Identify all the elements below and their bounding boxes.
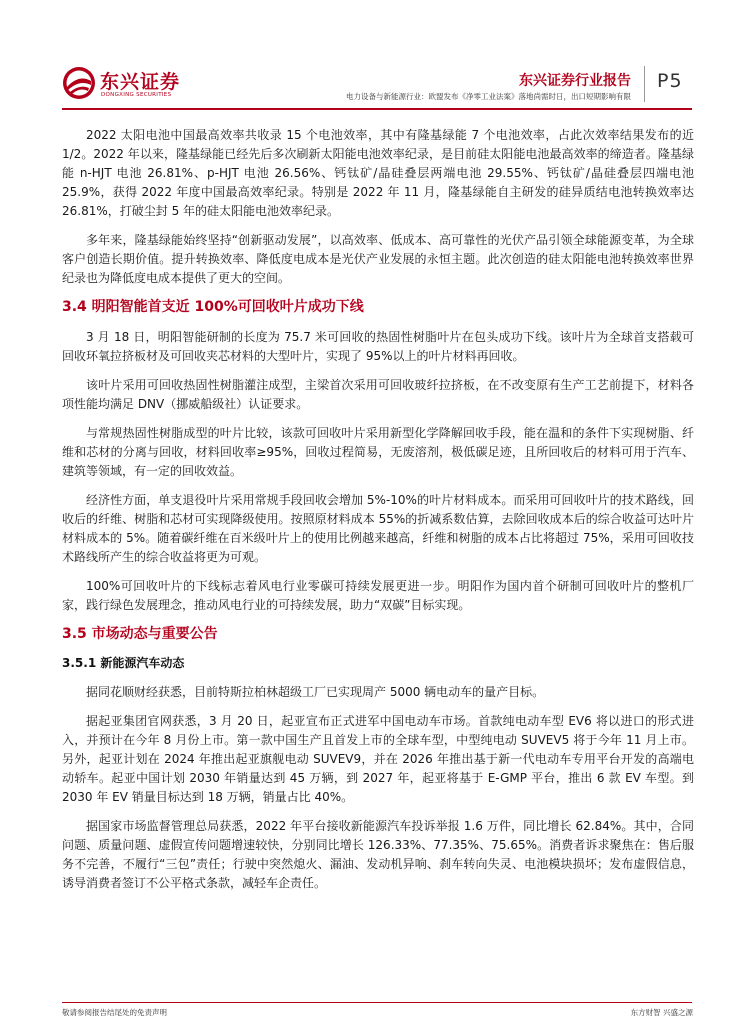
company-logo [62, 64, 192, 104]
paragraph-blade-economics: 经济性方面，单支退役叶片采用常规手段回收会增加 5%-10%的叶片材料成本。而采用可回收叶片的技术路线，回收后的纤维、树脂和芯材可实现降级使用。按照原材料成本 55%的折减系数估算，去除回收成本后的综合收益可达叶片材料成本的 5%。随着碳纤维在百米级叶片上的使用比例越来越高，纤维和树脂的成本占比将超过 75%，采用可回收技术路线所产生的综合收益将更为可观。 [62, 493, 694, 564]
header-rule [62, 108, 692, 110]
footer-rule [62, 1002, 692, 1003]
subsection-heading-3-5-1: 3.5.1 新能源汽车动态 [62, 656, 185, 670]
footer-disclaimer: 敬请参阅报告结尾处的免责声明 [62, 1008, 167, 1017]
footer-slogan: 东方财智 兴盛之源 [630, 1008, 693, 1017]
paragraph-blade-material: 该叶片采用可回收热固性树脂灌注成型，主梁首次采用可回收玻纤拉挤板，在不改变原有生产工艺前提下，材料各项性能均满足 DNV（挪威船级社）认证要求。 [62, 378, 694, 411]
page-number: P5 [657, 70, 683, 92]
page-header [0, 0, 755, 110]
report-body [62, 126, 694, 903]
logo-chinese-name: 东兴证券 [100, 71, 181, 93]
paragraph-nev-complaints: 据国家市场监督管理总局获悉，2022 年平台接收新能源汽车投诉举报 1.6 万件，同比增长 62.84%。其中，合同问题、质量问题、虚假宣传问题增速较快，分别同比增长 126.33%、77.35%、75.65%。消费者诉求聚焦在：售后服务不完善，不履行“三包”责任；行驶中突然熄火、漏油、发动机异响、刹车转向失灵、电池模块损坏；发布虚假信息，诱导消费者签订不公平格式条款，减轻车企责任。 [62, 819, 694, 890]
header-divider [644, 66, 645, 102]
dongxing-logo-icon [62, 66, 96, 100]
section-heading-3-5: 3.5 市场动态与重要公告 [62, 626, 218, 642]
paragraph-tesla-berlin: 据同花顺财经获悉，目前特斯拉柏林超级工厂已实现周产 5000 辆电动车的量产目标。 [86, 685, 545, 699]
paragraph-kia-china: 据起亚集团官网获悉，3 月 20 日，起亚宣布正式进军中国电动车市场。首款纯电动车型 EV6 将以进口的形式进入，并预计在今年 8 月份上市。第一款中国生产且首发上市的全球车型，中型纯电动 SUVEV5 将于今年 11 月上市。另外，起亚计划在 2024 年推出起亚旗舰电动 SUVEV9，并在 2026 年推出基于新一代电动车专用平台开发的高端电动轿车。起亚中国计划 2030 年销量达到 45 万辆，到 2027 年，起亚将基于 E-GMP 平台，推出 6 款 EV 车型。到 2030 年 EV 销量目标达到 18 万辆，销量占比 40%。 [62, 714, 694, 804]
paragraph-longi-efficiency: 2022 太阳电池中国最高效率共收录 15 个电池效率，其中有隆基绿能 7 个电池效率，占此次效率结果发布的近 1/2。2022 年以来，隆基绿能已经先后多次刷新太阳能电池效率纪录，是目前硅太阳能电池最高效率的缔造者。隆基绿能 n-HJT 电池 26.81%、p-HJT 电池 26.56%、钙钛矿/晶硅叠层两端电池 29.55%、钙钛矿/晶硅叠层四端电池 25.9%，获得 2022 年度中国最高效率纪录。特别是 2022 年 11 月，隆基绿能自主研发的硅异质结电池转换效率达 26.81%，打破尘封 5 年的硅太阳能电池效率纪录。 [62, 128, 694, 218]
report-subtitle: 电力设备与新能源行业：欧盟发布《净零工业法案》落地尚需时日，出口短期影响有限 [346, 92, 631, 101]
logo-english-name: DONGXING SECURITIES [101, 92, 172, 98]
paragraph-blade-significance: 100%可回收叶片的下线标志着风电行业零碳可持续发展更进一步。明阳作为国内首个研制可回收叶片的整机厂家，践行绿色发展理念，推动风电行业的可持续发展，助力“双碳”目标实现。 [62, 579, 694, 612]
section-heading-3-4: 3.4 明阳智能首支近 100%可回收叶片成功下线 [62, 299, 364, 315]
paragraph-longi-innovation: 多年来，隆基绿能始终坚持“创新驱动发展”，以高效率、低成本、高可靠性的光伏产品引领全球能源变革，为全球客户创造长期价值。提升转换效率、降低度电成本是光伏产业发展的永恒主题。此次创造的硅太阳能电池转换效率世界纪录也为降低度电成本提供了更大的空间。 [62, 233, 694, 285]
paragraph-blade-recycling: 与常规热固性树脂成型的叶片比较，该款可回收叶片采用新型化学降解回收手段，能在温和的条件下实现树脂、纤维和芯材的分离与回收，材料回收率≥95%，回收过程简易，无废溶剂，极低碳足迹，且所回收后的材料可用于汽车、建筑等领域，有一定的回收效益。 [62, 426, 694, 478]
paragraph-blade-launch: 3 月 18 日，明阳智能研制的长度为 75.7 米可回收的热固性树脂叶片在包头成功下线。该叶片为全球首支搭载可回收环氧拉挤板材及可回收夹芯材料的大型叶片，实现了 95%以上的叶片材料再回收。 [62, 330, 694, 363]
report-title: 东兴证券行业报告 [519, 73, 631, 89]
